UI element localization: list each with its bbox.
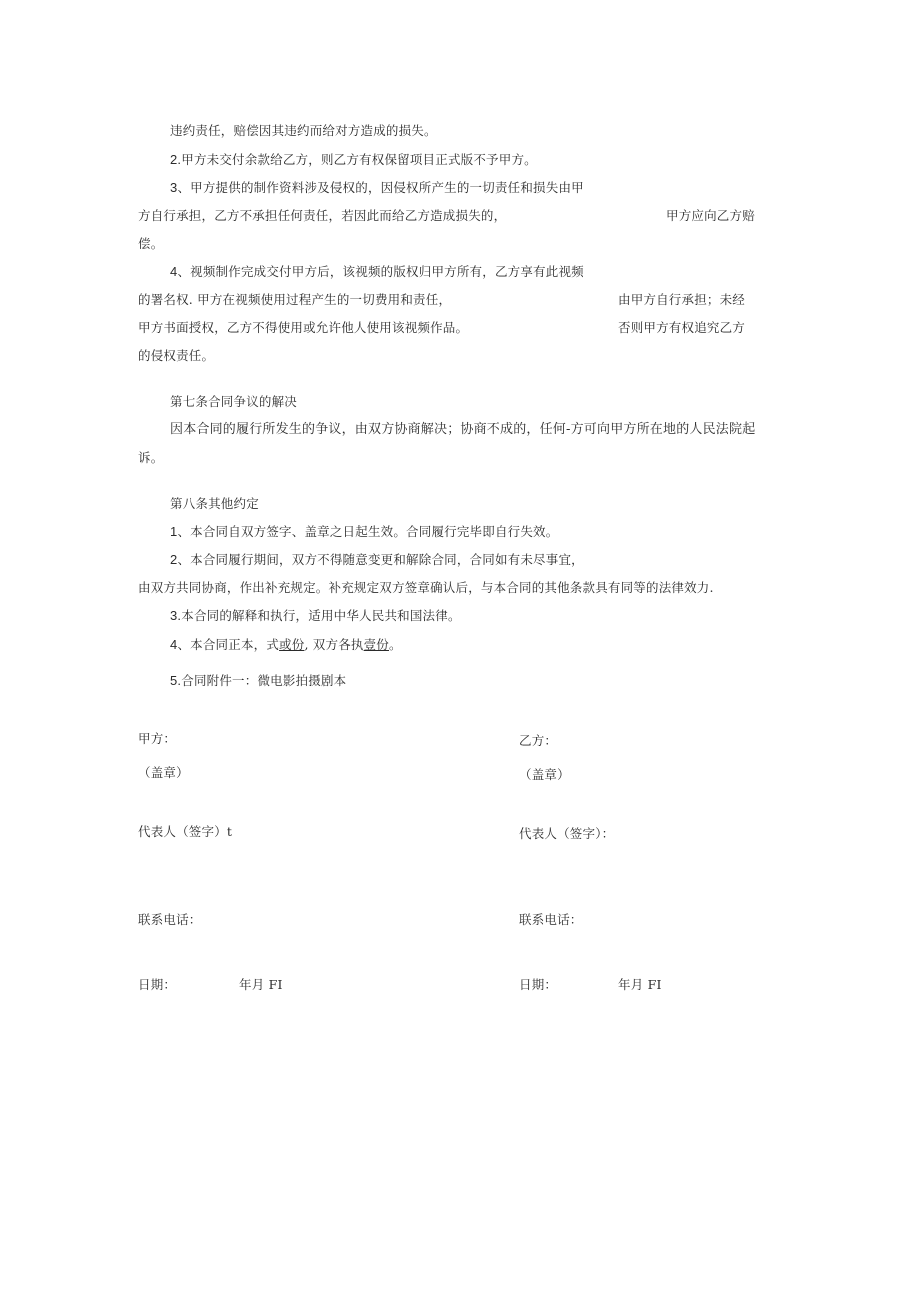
- clause-8-item-4: [170, 637, 402, 653]
- clause-8-item-5: [170, 673, 346, 689]
- party-b-date-value: 年月 FI: [618, 977, 662, 992]
- clause-7-body-line-1: 因本合同的履行所发生的争议，由双方协商解决；协商不成的，任何-方可向甲方所在地的人民法院起: [170, 422, 756, 437]
- party-b-label: 乙方：: [519, 733, 558, 748]
- party-a-date-label: 日期：: [138, 977, 177, 992]
- clause-6-item-3-line-2b: 甲方应向乙方赔: [666, 208, 755, 223]
- clause-7-heading: 第七条合同争议的解决: [170, 394, 298, 409]
- item-text: 合同附件一：微电影拍摄剧本: [181, 673, 347, 688]
- clause-6-item-3-line-2a: 方自行承担，乙方不承担任何责任，若因此而给乙方造成损失的，: [138, 208, 507, 223]
- each-holds-field: 壹份: [363, 637, 390, 652]
- item-number: 1: [170, 524, 178, 539]
- clause-6-item-4-line-2a: 的署名权. 甲方在视频使用过程产生的一切费用和责任，: [138, 292, 452, 307]
- item-number: 4: [170, 637, 178, 652]
- item-text: 甲方未交付余款给乙方，则乙方有权保留项目正式版不予甲方。: [181, 152, 537, 167]
- party-b-date-label: 日期：: [519, 977, 558, 992]
- item-text-pre: 、本合同正本，式: [177, 637, 280, 652]
- clause-6-item-4-line-3b: 否则甲方有权追究乙方: [618, 320, 746, 335]
- item-number: 2.: [170, 152, 182, 167]
- item-text: 、本合同履行期间，双方不得随意变更和解除合同，合同如有未尽事宜，: [177, 552, 584, 567]
- item-text: 、甲方提供的制作资料涉及侵权的，因侵权所产生的一切责任和损失由甲: [177, 180, 584, 195]
- clause-6-item-4-line-2b: 由甲方自行承担；未经: [618, 292, 746, 307]
- item-number: 3.: [170, 608, 182, 623]
- clause-6-line-0: 违约责任，赔偿因其违约而给对方造成的损失。: [170, 123, 437, 138]
- clause-6-item-3-line-3: 偿。: [138, 236, 164, 251]
- item-text-mid: , 双方各执: [304, 637, 364, 652]
- party-a-date-value: 年月 FI: [239, 977, 283, 992]
- party-b-representative: 代表人（签字）：: [519, 826, 615, 841]
- party-a-label: 甲方：: [138, 731, 177, 746]
- clause-8-item-2-line-1: [170, 552, 584, 568]
- clause-8-item-3: [170, 608, 461, 624]
- clause-7-body-line-2: 诉。: [138, 450, 164, 465]
- item-number: 2: [170, 552, 178, 567]
- clause-6-item-4-line-3a: 甲方书面授权，乙方不得使用或允许他人使用该视频作品。: [138, 320, 469, 335]
- clause-8-heading: 第八条其他约定: [170, 496, 259, 511]
- clause-6-item-2: [170, 152, 537, 168]
- party-a-seal: （盖章）: [138, 765, 189, 780]
- item-number: 5.: [170, 673, 182, 688]
- party-a-representative: 代表人（签字）t: [138, 824, 233, 839]
- clause-8-item-1: [170, 524, 558, 540]
- clause-6-item-4-line-1: [170, 264, 584, 280]
- item-number: 4: [170, 264, 178, 279]
- clause-6-item-3-line-1: [170, 180, 584, 196]
- item-text: 、视频制作完成交付甲方后，该视频的版权归甲方所有，乙方享有此视频: [177, 264, 584, 279]
- party-a-phone: 联系电话：: [138, 912, 202, 927]
- party-b-phone: 联系电话：: [519, 912, 583, 927]
- party-b-seal: （盖章）: [519, 767, 570, 782]
- item-text: 本合同的解释和执行，适用中华人民共和国法律。: [181, 608, 461, 623]
- copies-count-field: 或份: [279, 637, 305, 652]
- clause-6-item-4-line-4: 的侵权责任。: [138, 348, 215, 363]
- clause-8-item-2-line-2: 由双方共同协商，作出补充规定。补充规定双方签章确认后，与本合同的其他条款具有同等的法律效力.: [138, 580, 714, 595]
- item-text-post: 。: [389, 637, 402, 652]
- item-text: 、本合同自双方签字、盖章之日起生效。合同履行完毕即自行失效。: [177, 524, 559, 539]
- item-number: 3: [170, 180, 178, 195]
